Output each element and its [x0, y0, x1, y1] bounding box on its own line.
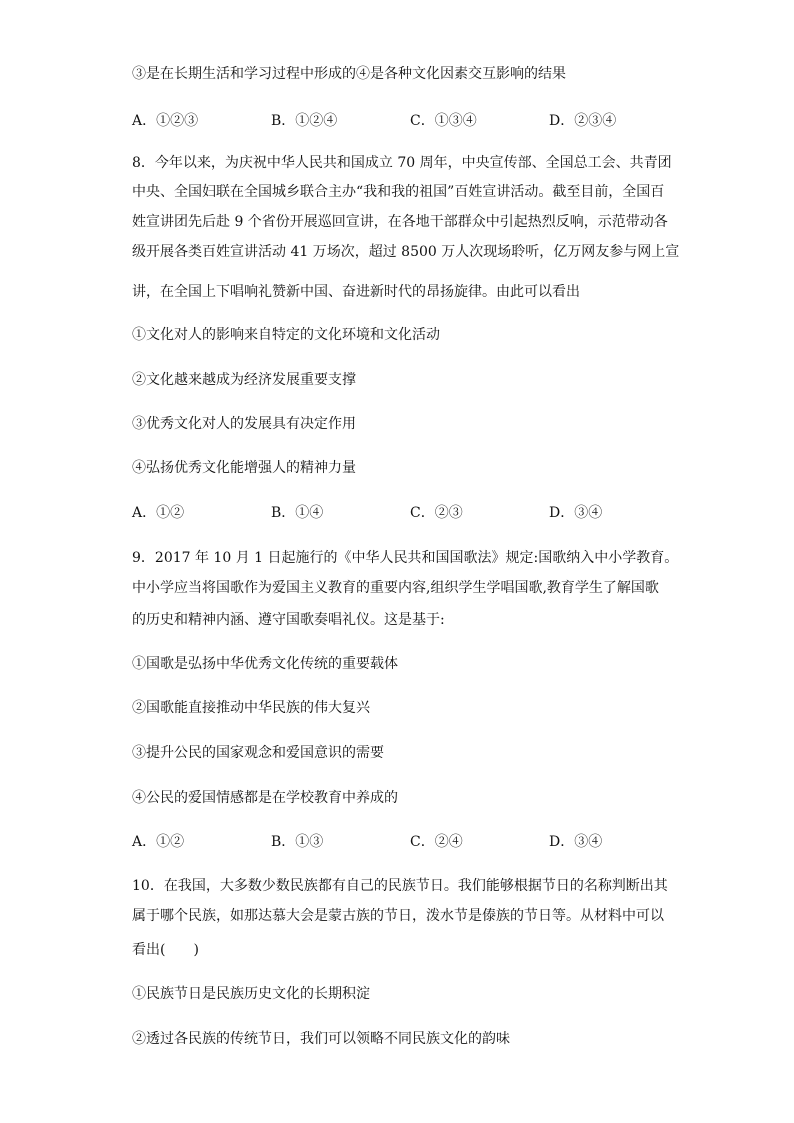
q8-stem-line-5: 讲，在全国上下唱响礼赞新中国、奋进新时代的昂扬旋律。由此可以看出: [132, 284, 580, 300]
q9-statement-3: ③提升公民的国家观念和爱国意识的需要: [132, 745, 384, 761]
q8-option-b: B．①④: [271, 505, 324, 521]
q7-option-b: B．①②④: [271, 113, 338, 129]
q9-statement-2: ②国歌能直接推动中华民族的伟大复兴: [132, 700, 370, 716]
q9-statement-1: ①国歌是弘扬中华优秀文化传统的重要载体: [132, 656, 398, 672]
q7-option-c: C．①③④: [410, 113, 477, 129]
q7-option-a: A．①②③: [132, 113, 199, 129]
q8-option-d: D．③④: [549, 505, 603, 521]
q9-option-d: D．③④: [549, 834, 603, 850]
q9-statement-4: ④公民的爱国情感都是在学校教育中养成的: [132, 790, 398, 806]
q8-stem-line-1: 8．今年以来，为庆祝中华人民共和国成立 70 周年，中央宣传部、全国总工会、共青团: [132, 155, 672, 171]
q8-stem-line-3: 姓宣讲团先后赴 9 个省份开展巡回宣讲，在各地干部群众中引起热烈反响，示范带动各: [132, 214, 668, 230]
q7-option-d: D．②③④: [549, 113, 617, 129]
q8-option-c: C．②③: [410, 505, 463, 521]
q9-stem-line-2: 中小学应当将国歌作为爱国主义教育的重要内容,组织学生学唱国歌,教育学生了解国歌: [132, 580, 659, 596]
q8-statement-1: ①文化对人的影响来自特定的文化环境和文化活动: [132, 327, 440, 343]
q9-option-b: B．①③: [271, 834, 324, 850]
q9-option-a: A．①②: [132, 834, 185, 850]
q8-statement-4: ④弘扬优秀文化能增强人的精神力量: [132, 460, 356, 476]
q10-statement-1: ①民族节日是民族历史文化的长期积淀: [132, 986, 370, 1002]
q8-statement-2: ②文化越来越成为经济发展重要支撑: [132, 372, 356, 388]
q8-stem-line-4: 级开展各类百姓宣讲活动 41 万场次，超过 8500 万人次现场聆听，亿万网友参与网上宣: [132, 244, 680, 260]
q10-stem-line-2: 属于哪个民族，如那达慕大会是蒙古族的节日，泼水节是傣族的节日等。从材料中可以: [132, 908, 664, 924]
q7-statements-3-4: ③是在长期生活和学习过程中形成的④是各种文化因素交互影响的结果: [132, 66, 566, 82]
q10-statement-2: ②透过各民族的传统节日，我们可以领略不同民族文化的韵味: [132, 1031, 510, 1047]
q10-stem-line-1: 10．在我国，大多数少数民族都有自己的民族节日。我们能够根据节日的名称判断出其: [132, 878, 668, 894]
q9-option-c: C．②④: [410, 834, 463, 850]
q8-statement-3: ③优秀文化对人的发展具有决定作用: [132, 416, 356, 432]
q8-stem-line-2: 中央、全国妇联在全国城乡联合主办“我和我的祖国”百姓宣讲活动。截至目前，全国百: [132, 184, 665, 200]
q9-stem-line-1: 9．2017 年 10 月 1 日起施行的《中华人民共和国国歌法》规定:国歌纳入中小学教育。: [132, 550, 679, 566]
q9-stem-line-3: 的历史和精神内涵、遵守国歌奏唱礼仪。这是基于:: [132, 612, 445, 628]
q8-option-a: A．①②: [132, 505, 185, 521]
q10-stem-line-3: 看出( ): [132, 942, 199, 958]
